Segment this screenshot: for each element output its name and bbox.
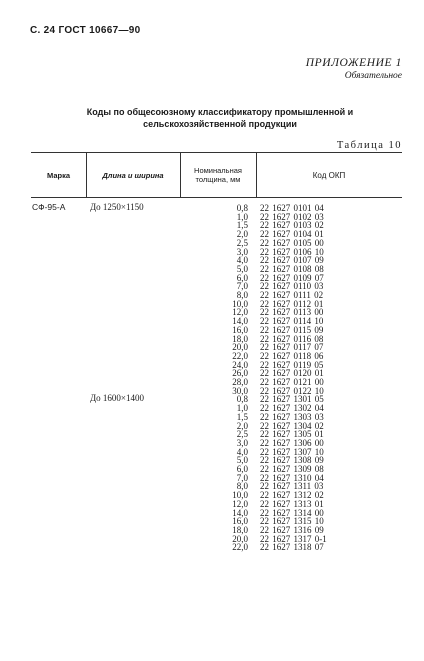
appendix-block [306,57,402,81]
okp-code-cell: 22 1627 0115 09 [260,324,324,335]
thickness-cell: 14,0 [232,507,248,518]
column-header-thickness-line-1: Номинальная [194,166,242,175]
thickness-cell: 6,0 [236,464,248,474]
thickness-cell: 7,0 [236,281,248,292]
thickness-cell: 6,0 [236,272,248,283]
column-divider [256,153,257,197]
thickness-cell: 5,0 [236,455,248,466]
okp-code-cell: 22 1627 1314 00 [260,507,324,518]
column-header-thickness [180,153,256,197]
length-cell: До 1600×1400 [90,393,144,404]
okp-code-cell: 22 1627 0116 08 [260,333,324,344]
okp-code-cell: 22 1627 0104 01 [260,229,324,240]
thickness-cell: 20,0 [232,342,248,353]
thickness-cell: 0,8 [236,203,248,213]
thickness-cell: 16,0 [232,516,248,527]
okp-code-cell: 22 1627 1312 02 [260,490,324,501]
column-header-code: Код ОКП [312,170,346,180]
okp-code-cell: 22 1627 1315 10 [260,516,324,527]
thickness-cell: 22,0 [232,350,248,361]
thickness-cell: 2,0 [236,420,248,431]
thickness-cell: 28,0 [232,377,248,387]
okp-code-cell: 22 1627 0107 09 [260,255,324,266]
column-header-thickness-line-2: толщина, мм [195,175,241,184]
thickness-cell: 2,5 [236,429,248,440]
okp-code-cell: 22 1627 0108 08 [260,263,324,274]
column-divider [86,153,87,197]
thickness-cell: 26,0 [232,368,248,379]
okp-code-cell: 22 1627 0102 03 [260,211,324,222]
thickness-cell: 2,0 [236,229,248,240]
thickness-cell: 0,8 [236,394,248,405]
okp-code-cell: 22 1627 0114 10 [260,316,324,327]
okp-code-cell: 22 1627 0119 05 [260,359,324,370]
thickness-cell: 8,0 [236,290,248,300]
mark-cell: СФ-95-А [32,202,66,212]
thickness-cell: 12,0 [232,498,248,509]
column-header-length: Длина и ширина [102,170,164,180]
document-title [60,106,380,130]
okp-code-cell: 22 1627 1313 01 [260,498,324,509]
thickness-cell: 18,0 [232,524,248,535]
thickness-cell: 14,0 [232,316,248,327]
okp-code-cell: 22 1627 1309 08 [260,464,324,474]
appendix-title: ПРИЛОЖЕНИЕ 1 [305,57,402,69]
okp-code-cell: 22 1627 1301 05 [260,394,324,405]
thickness-cell: 24,0 [232,359,248,370]
okp-code-cell: 22 1627 0121 00 [260,377,324,387]
okp-code-cell: 22 1627 1316 09 [260,524,324,535]
okp-code-cell: 22 1627 1318 07 [260,542,324,553]
okp-code-cell: 22 1627 0106 10 [260,246,324,257]
okp-code-cell: 22 1627 0101 04 [260,203,324,213]
thickness-cell: 5,0 [236,263,248,274]
thickness-cell: 10,0 [232,298,248,309]
okp-code-cell: 22 1627 0118 06 [260,350,324,361]
okp-code-cell: 22 1627 0117 07 [260,342,324,353]
column-header-mark: Марка [46,170,71,180]
table-body [31,198,402,628]
thickness-cell: 16,0 [232,324,248,335]
thickness-cell: 4,0 [236,446,248,457]
okp-code-cell: 22 1627 0103 02 [260,220,324,231]
document-title-line-2: сельскохозяйственной продукции [143,119,297,129]
thickness-cell: 1,0 [236,403,248,414]
okp-code-cell: 22 1627 0113 00 [260,307,324,318]
column-divider [180,153,181,197]
okp-code-cell: 22 1627 0120 01 [260,368,324,379]
okp-code-cell: 22 1627 1302 04 [260,403,324,414]
table-header [31,153,402,198]
okp-code-cell: 22 1627 1310 04 [260,472,324,483]
okp-code-cell: 22 1627 1305 01 [260,429,324,440]
thickness-cell: 1,5 [236,220,248,231]
thickness-cell: 10,0 [232,490,248,501]
okp-code-cell: 22 1627 0122 10 [260,385,324,396]
thickness-cell: 3,0 [236,246,248,257]
okp-code-cell: 22 1627 0105 00 [260,237,324,248]
okp-code-cell: 22 1627 0109 07 [260,272,324,283]
okp-code-cell: 22 1627 0110 03 [260,281,324,292]
thickness-cell: 12,0 [232,307,248,318]
thickness-cell: 20,0 [232,533,248,544]
thickness-cell: 1,5 [236,411,248,422]
okp-code-cell: 22 1627 1317 0-1 [260,533,327,544]
okp-code-cell: 22 1627 1306 00 [260,437,324,448]
document-title-line-1: Коды по общесоюзному классификатору промышленной и [86,107,354,117]
thickness-cell: 30,0 [232,385,248,396]
okp-code-cell: 22 1627 1311 03 [260,481,324,492]
appendix-subtitle: Обязательное [344,71,402,81]
thickness-cell: 3,0 [236,437,248,448]
thickness-cell: 22,0 [232,542,248,553]
thickness-cell: 1,0 [236,211,248,222]
okp-code-cell: 22 1627 1307 10 [260,446,324,457]
page-header: С. 24 ГОСТ 10667—90 [30,25,141,36]
okp-code-table [31,152,402,628]
thickness-cell: 4,0 [236,255,248,266]
table-label: Таблица 10 [336,140,402,151]
length-cell: До 1250×1150 [90,202,144,212]
okp-code-cell: 22 1627 1308 09 [260,455,324,466]
okp-code-cell: 22 1627 0111 02 [260,290,324,300]
okp-code-cell: 22 1627 1303 03 [260,411,324,422]
thickness-cell: 18,0 [232,333,248,344]
okp-code-cell: 22 1627 1304 02 [260,420,324,431]
thickness-cell: 7,0 [236,472,248,483]
thickness-cell: 2,5 [236,237,248,248]
okp-code-cell: 22 1627 0112 01 [260,298,324,309]
thickness-cell: 8,0 [236,481,248,492]
